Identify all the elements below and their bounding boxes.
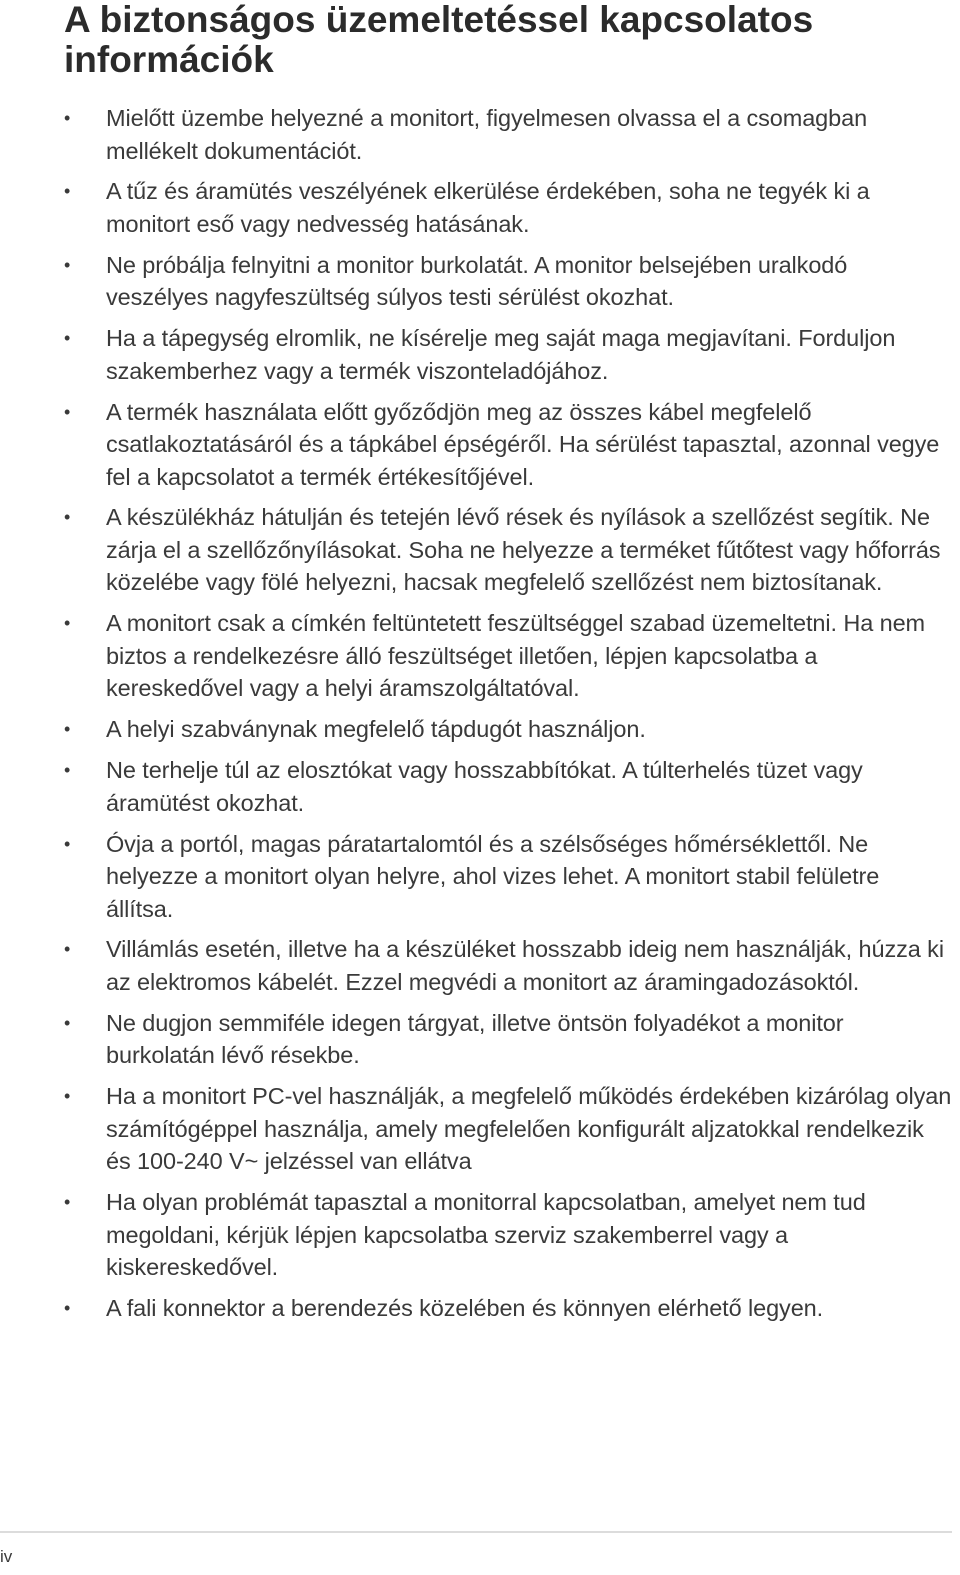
list-item — [0, 607, 960, 705]
list-item-text: A monitort csak a címkén feltüntetett feszültséggel szabad üzemeltetni. Ha nem biztos a rendelkezésre álló feszültséget illetően, lépjen kapcsolatba a kereskedővel vagy a helyi áramszolgáltatóval. — [106, 610, 926, 702]
list-item-text: Óvja a portól, magas páratartalomtól és a szélsőséges hőmérséklettől. Ne helyezze a monitort olyan helyre, ahol vizes lehet. A monitort stabil felületre állítsa. — [106, 830, 880, 922]
list-item — [0, 396, 960, 494]
bullet-icon: • — [64, 401, 71, 422]
safety-instructions-list — [0, 102, 960, 1333]
bullet-icon: • — [64, 719, 71, 740]
bullet-icon: • — [64, 328, 71, 349]
list-item-text: A fali konnektor a berendezés közelében és könnyen elérhető legyen. — [106, 1294, 824, 1321]
list-item — [0, 501, 960, 599]
bullet-icon: • — [64, 613, 71, 634]
list-item — [0, 713, 960, 746]
list-item-text: A termék használata előtt győződjön meg az összes kábel megfelelő csatlakoztatásáról és a tápkábel épségéről. Ha sérülést tapasztal, azonnal vegye fel a kapcsolatot a termék értékesítőjével. — [106, 398, 940, 490]
list-item — [0, 1007, 960, 1072]
bullet-icon: • — [64, 760, 71, 781]
footer-divider — [0, 1531, 952, 1533]
list-item — [0, 102, 960, 167]
list-item — [0, 1080, 960, 1178]
list-item-text: Ha a monitort PC-vel használják, a megfelelő működés érdekében kizárólag olyan számítógéppel használja, amely megfelelően konfigurált aljzatokkal rendelkezik és 100-240 V~ jelzéssel van ellátva — [106, 1083, 952, 1175]
list-item — [0, 175, 960, 240]
page-title: A biztonságos üzemeltetéssel kapcsolatos információk — [64, 0, 814, 80]
list-item-text: Ha olyan problémát tapasztal a monitorral kapcsolatban, amelyet nem tud megoldani, kérjük lépjen kapcsolatba szerviz szakemberrel vagy a kiskereskedővel. — [106, 1189, 866, 1281]
bullet-icon: • — [64, 1192, 71, 1213]
list-item-text: Ne próbálja felnyitni a monitor burkolatát. A monitor belsejében uralkodó veszélyes nagyfeszültség súlyos testi sérülést okozhat. — [106, 251, 848, 311]
page-number: iv — [0, 1547, 13, 1566]
bullet-icon: • — [64, 833, 71, 854]
bullet-icon: • — [64, 1086, 71, 1107]
bullet-icon: • — [64, 1297, 71, 1318]
bullet-icon: • — [64, 1012, 71, 1033]
bullet-icon: • — [64, 507, 71, 528]
bullet-icon: • — [64, 939, 71, 960]
list-item-text: Ne terhelje túl az elosztókat vagy hosszabbítókat. A túlterhelés tüzet vagy áramütést okozhat. — [106, 757, 863, 816]
list-item-text: Ha a tápegység elromlik, ne kísérelje meg saját maga megjavítani. Forduljon szakemberhez vagy a termék viszonteladójához. — [106, 325, 896, 384]
list-item — [0, 1292, 960, 1325]
list-item — [0, 754, 960, 819]
list-item — [0, 322, 960, 387]
list-item — [0, 1186, 960, 1284]
list-item-text: Mielőtt üzembe helyezné a monitort, figyelmesen olvassa el a csomagban mellékelt dokumentációt. — [106, 105, 868, 164]
list-item-text: Ne dugjon semmiféle idegen tárgyat, illetve öntsön folyadékot a monitor burkolatán lévő résekbe. — [106, 1009, 844, 1069]
bullet-icon: • — [64, 181, 71, 202]
bullet-icon: • — [64, 108, 71, 128]
list-item — [0, 249, 960, 314]
list-item — [0, 933, 960, 998]
list-item-text: Villámlás esetén, illetve ha a készüléket hosszabb ideig nem használják, húzza ki az elektromos kábelét. Ezzel megvédi a monitort az áramingadozásoktól. — [106, 936, 944, 995]
list-item-text: A helyi szabványnak megfelelő tápdugót használjon. — [106, 716, 646, 743]
list-item-text: A készülékház hátulján és tetején lévő rések és nyílások a szellőzést segítik. Ne zárja el a szellőzőnyílásokat. Soha ne helyezze a terméket fűtőtest vagy hőforrás közelébe vagy fölé helyezni, hacsak megfelelő szellőzést nem biztosítanak. — [106, 504, 941, 596]
bullet-icon: • — [64, 254, 71, 275]
list-item-text: A tűz és áramütés veszélyének elkerülése érdekében, soha ne tegyék ki a monitort eső vagy nedvesség hatásának. — [106, 178, 870, 237]
list-item — [0, 828, 960, 926]
